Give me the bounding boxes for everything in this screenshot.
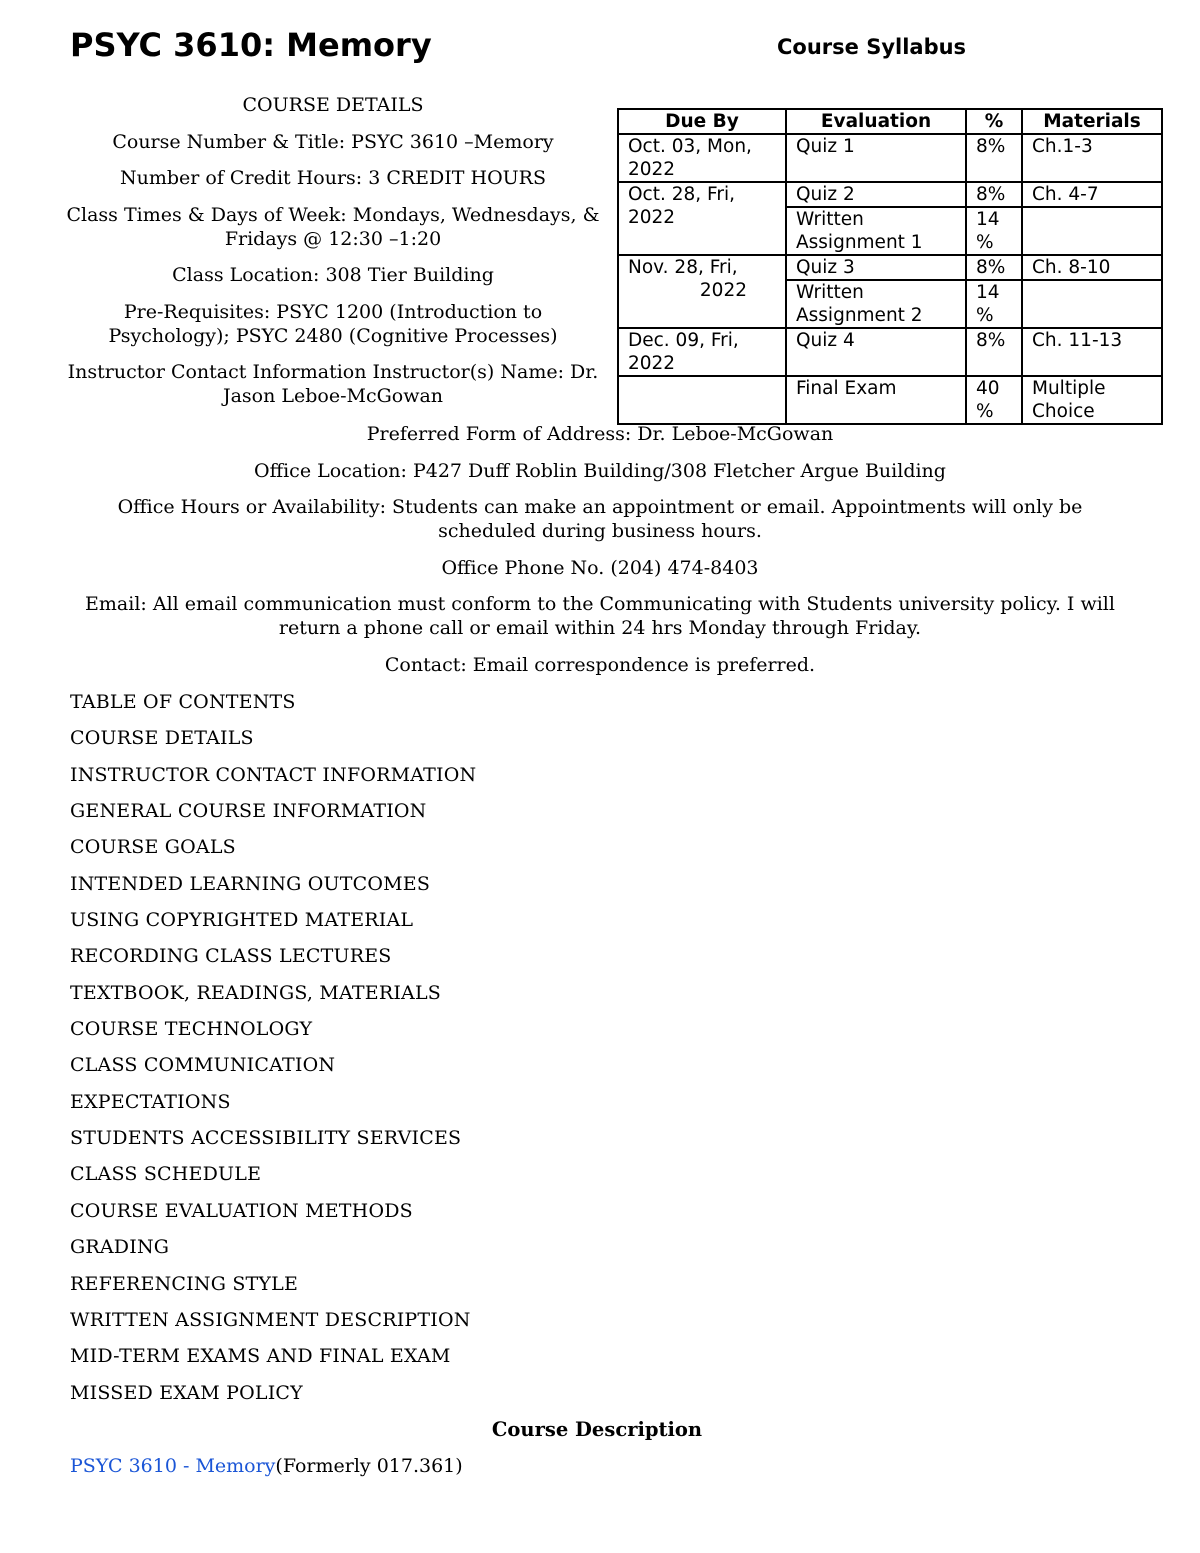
table-row [618,376,1162,424]
due-date-cell: Oct. 28, Fri, 2022 [618,182,786,255]
toc-item: COURSE EVALUATION METHODS [70,1199,413,1222]
evaluation-cell: Quiz 1 [786,134,966,182]
toc-item: WRITTEN ASSIGNMENT DESCRIPTION [70,1308,471,1331]
contact-preference: Contact: Email correspondence is preferred. [384,653,816,676]
course-details [66,93,600,421]
toc-item: COURSE DETAILS [70,727,254,750]
toc-item: MISSED EXAM POLICY [70,1381,303,1404]
percent-cell: 8% [966,134,1022,182]
instructor-contact [70,422,1130,689]
table-row [618,134,1162,182]
course-number-title: Course Number & Title: PSYC 3610 –Memory [112,130,554,153]
office-phone: Office Phone No. (204) 474-8403 [441,556,759,579]
toc-item: REFERENCING STYLE [70,1272,299,1295]
materials-cell: Ch. 4-7 [1022,182,1162,207]
course-link[interactable]: PSYC 3610 - Memory [70,1455,276,1477]
table-of-contents [70,690,770,1417]
materials-cell: Ch.1-3 [1022,134,1162,182]
class-location: Class Location: 308 Tier Building [172,264,494,286]
table-header-row [618,109,1162,134]
table-row [618,182,1162,207]
percent-cell: 8% [966,328,1022,376]
office-hours: Office Hours or Availability: Students can make an appointment or email. Appointments will only be scheduled during business hours. [117,496,1083,542]
class-times: Class Times & Days of Week: Mondays, Wednesdays, & Fridays @ 12:30 –1:20 [66,203,600,250]
toc-heading: TABLE OF CONTENTS [70,691,296,713]
materials-cell: Ch. 8-10 [1022,255,1162,280]
percent-cell: 40 % [966,376,1022,424]
toc-item: COURSE TECHNOLOGY [70,1018,313,1041]
due-date-cell: Dec. 09, Fri, 2022 [618,328,786,376]
column-header-materials: Materials [1022,109,1162,134]
formerly-note: (Formerly 017.361) [275,1455,463,1477]
pre-requisites: Pre-Requisites: PSYC 1200 (Introduction to Psychology); PSYC 2480 (Cognitive Processes) [108,300,558,347]
page-subtitle: Course Syllabus [777,35,967,59]
percent-cell: 8% [966,255,1022,280]
due-date-line: Nov. 28, Fri, [628,257,738,278]
page-title: PSYC 3610: Memory [70,26,432,64]
column-header-due-by: Due By [618,109,786,134]
email-policy: Email: All email communication must conform to the Communicating with Students university policy. I will return a phone call or email within 24 hrs Monday through Friday. [85,593,1115,639]
column-header-evaluation: Evaluation [786,109,966,134]
evaluation-cell: Quiz 3 [786,255,966,280]
table-row [618,255,1162,280]
percent-cell: 8% [966,182,1022,207]
toc-item: CLASS COMMUNICATION [70,1054,336,1077]
course-details-heading: COURSE DETAILS [242,94,424,116]
due-date-cell: Oct. 03, Mon, 2022 [618,134,786,182]
preferred-address: Preferred Form of Address: Dr. Leboe-McGowan [366,423,834,445]
toc-item: MID-TERM EXAMS AND FINAL EXAM [70,1345,451,1368]
evaluation-cell: Quiz 2 [786,182,966,207]
due-date-cell [618,376,786,424]
toc-item: RECORDING CLASS LECTURES [70,945,392,968]
materials-cell: Ch. 11-13 [1022,328,1162,376]
table-row [618,328,1162,376]
evaluation-table [617,108,1163,425]
toc-item: GENERAL COURSE INFORMATION [70,800,427,823]
course-description-line [70,1454,463,1478]
materials-cell [1022,207,1162,255]
toc-item: EXPECTATIONS [70,1090,231,1113]
materials-cell [1022,280,1162,328]
percent-cell: 14 % [966,280,1022,328]
percent-cell: 14 % [966,207,1022,255]
credit-hours: Number of Credit Hours: 3 CREDIT HOURS [120,167,546,189]
due-date-line: 2022 [699,280,747,301]
office-location: Office Location: P427 Duff Roblin Building/308 Fletcher Argue Building [254,459,946,482]
toc-item: CLASS SCHEDULE [70,1163,262,1186]
evaluation-cell: Written Assignment 2 [786,280,966,328]
column-header-percent: % [966,109,1022,134]
materials-cell: Multiple Choice [1022,376,1162,424]
evaluation-cell: Final Exam [786,376,966,424]
instructor-name: Instructor Contact Information Instructor(s) Name: Dr. Jason Leboe-McGowan [67,361,599,407]
toc-item: INSTRUCTOR CONTACT INFORMATION [70,763,477,786]
toc-item: TEXTBOOK, READINGS, MATERIALS [70,981,441,1004]
toc-item: GRADING [70,1236,170,1259]
toc-item: USING COPYRIGHTED MATERIAL [70,909,414,932]
toc-item: STUDENTS ACCESSIBILITY SERVICES [70,1127,462,1150]
toc-item: COURSE GOALS [70,836,236,859]
evaluation-cell: Quiz 4 [786,328,966,376]
evaluation-cell: Written Assignment 1 [786,207,966,255]
course-description-heading: Course Description [491,1418,703,1441]
toc-item: INTENDED LEARNING OUTCOMES [70,872,431,895]
due-date-cell [618,255,786,328]
